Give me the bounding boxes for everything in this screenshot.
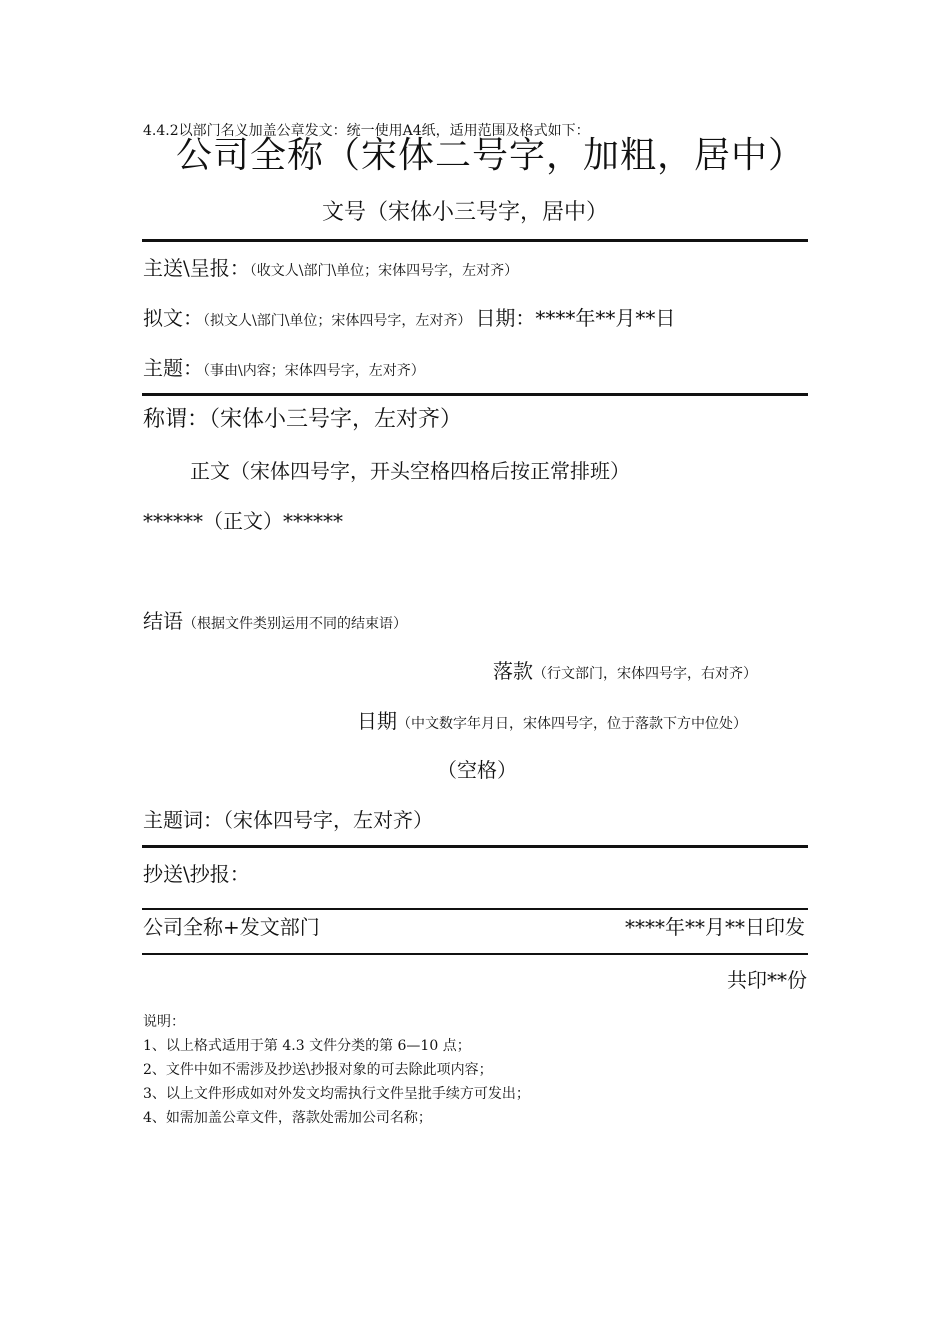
notes-item: 3、以上文件形成如对外发文均需执行文件呈批手续方可发出；	[143, 1086, 530, 1102]
closing-label: 结语	[143, 609, 183, 633]
divider-top	[142, 239, 808, 242]
subject-label: 主题：	[143, 356, 203, 380]
signature-row	[493, 655, 757, 684]
section-heading: 4.4.2以部门名义加盖公章发文：统一使用A4纸，适用范围及格式如下：	[143, 123, 590, 139]
body-placeholder: ******（正文）******	[143, 509, 343, 533]
notes-item: 4、如需加盖公章文件，落款处需加公司名称；	[143, 1110, 432, 1126]
divider-subject	[142, 393, 808, 396]
issuer-right: ****年**月**日印发	[625, 915, 805, 939]
cc-line: 抄送\抄报：	[143, 862, 250, 886]
body-line: 正文（宋体四号字，开头空格四格后按正常排班）	[190, 459, 630, 483]
company-title: 公司全称（宋体二号字，加粗，居中）	[176, 135, 806, 176]
subject-note: （事由\内容；宋体四号字，左对齐）	[203, 363, 425, 379]
send-to-row	[143, 252, 518, 281]
drafter-note: （拟文人\部门\单位；宋体四号字，左对齐）	[203, 313, 472, 329]
drafter-row	[143, 302, 675, 331]
date-label: 日期	[357, 709, 397, 733]
drafter-label: 拟文：	[143, 306, 203, 330]
drafter-date: 日期：****年**月**日	[475, 306, 676, 330]
issuer-left: 公司全称+发文部门	[143, 915, 320, 939]
subject-row	[143, 352, 425, 381]
closing-row	[143, 605, 407, 634]
doc-number: 文号（宋体小三号字，居中）	[322, 200, 609, 225]
send-to-note: （收文人\部门\单位；宋体四号字，左对齐）	[249, 263, 519, 279]
signature-label: 落款	[493, 659, 533, 683]
notes-title: 说明：	[143, 1014, 185, 1030]
divider-cc	[142, 908, 808, 910]
blank-line: （空格）	[437, 758, 517, 782]
notes-item: 1、以上格式适用于第 4.3 文件分类的第 6—10 点；	[143, 1038, 471, 1054]
date-row	[357, 705, 747, 734]
closing-note: （根据文件类别运用不同的结束语）	[183, 616, 407, 632]
notes-item: 2、文件中如不需涉及抄送\抄报对象的可去除此项内容；	[143, 1062, 493, 1078]
copies: 共印**份	[727, 968, 807, 992]
keywords: 主题词：（宋体四号字，左对齐）	[143, 808, 433, 832]
send-to-label: 主送\呈报：	[143, 256, 250, 280]
signature-note: （行文部门，宋体四号字，右对齐）	[533, 666, 757, 682]
divider-issuer	[142, 953, 808, 955]
salutation: 称谓：（宋体小三号字，左对齐）	[143, 407, 463, 432]
date-note: （中文数字年月日，宋体四号字，位于落款下方中位处）	[397, 716, 747, 732]
divider-keywords	[142, 845, 808, 848]
